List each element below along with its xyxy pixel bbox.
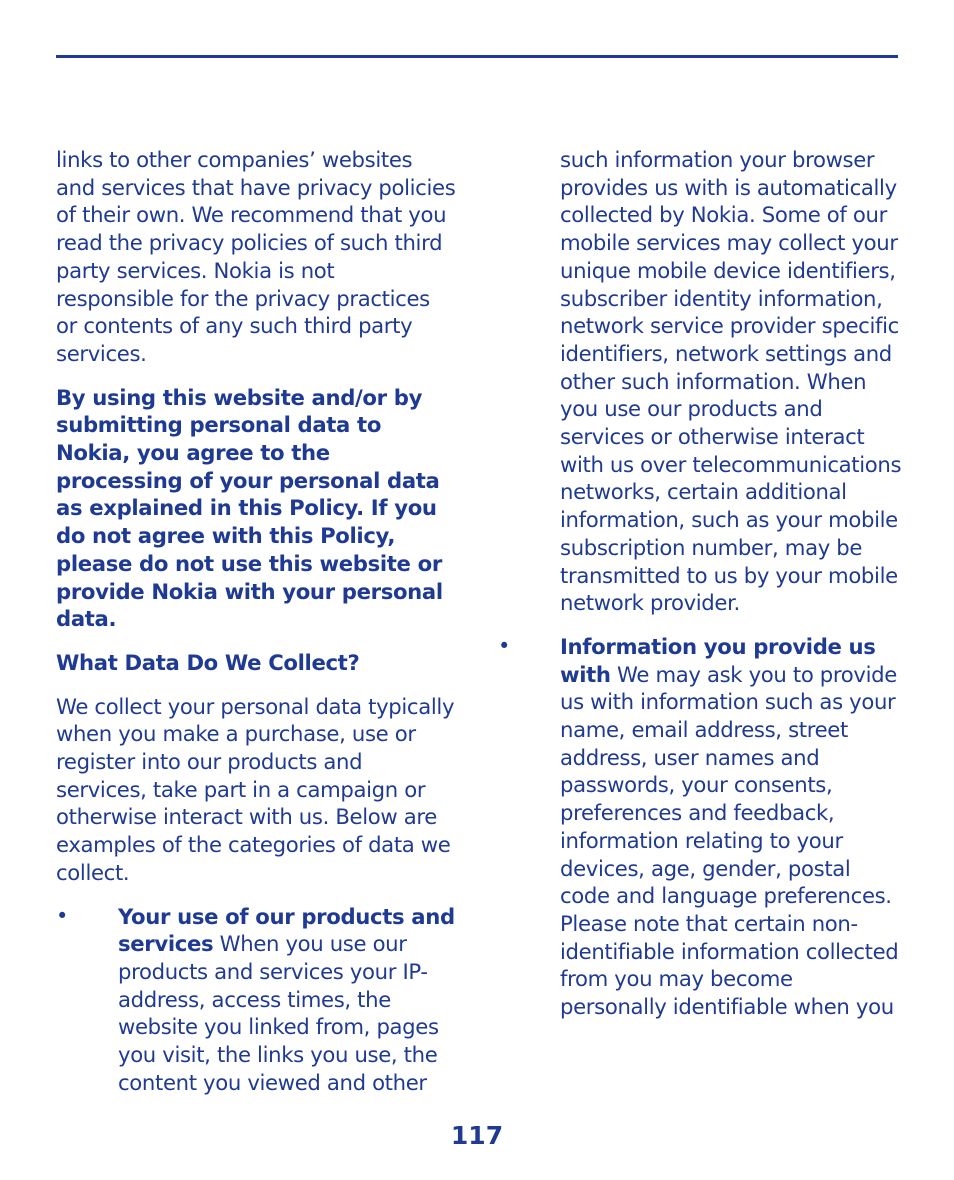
section-intro-paragraph: We collect your personal data typically when you make a purchase, use or register into our products and services, take part in a campaign or otherwise interact with us. Below are examples of the categories of data we collect.: [56, 693, 455, 885]
section-heading-text: What Data Do We Collect?: [56, 649, 360, 675]
bullet-text: We may ask you to provide us with information such as your name, email address, street address, user names and passwords, your consents, preferences and feedback, information relating to your devices, age, gender, postal code and language preferences. Please note that certain non-identifiable information collected from you may become personally identifiable when you: [560, 661, 899, 1020]
consent-notice: [56, 384, 456, 633]
continuation-paragraph: such information your browser provides us with is automatically collected by Nokia. Some of our mobile services may collect your unique mobile device identifiers, subscriber identity information, network service provider specific identifiers, network settings and other such information. When you use our products and services or otherwise interact with us over telecommunications networks, certain additional information, such as your mobile subscription number, may be transmitted to us by your mobile network provider.: [560, 147, 902, 616]
bullet-title: Information you provide us with: [560, 633, 876, 687]
bullet-icon: •: [56, 903, 69, 928]
bullet-text: When you use our products and services your IP-address, access times, the website you linked from, pages you visit, the links you use, the content you viewed and other: [118, 931, 439, 1095]
intro-paragraph: links to other companies’ websites and services that have privacy policies of their own. We recommend that you read the privacy policies of such third party services. Nokia is not responsible for the privacy practices or contents of any such third party services.: [56, 147, 456, 366]
section-heading: [56, 649, 456, 677]
bullet-icon: •: [498, 633, 511, 658]
consent-notice-text: By using this website and/or by submitting personal data to Nokia, you agree to the processing of your personal data as explained in this Policy. If you do not agree with this Policy, please do not use this website or provide Nokia with your personal data.: [56, 384, 443, 632]
page-number: 117: [450, 1121, 504, 1150]
bullet-item-usage: [56, 903, 456, 1097]
header-rule: [56, 55, 898, 58]
right-column: [498, 146, 905, 1021]
bullet-item-provided-info: [498, 633, 905, 1021]
bullet-title: Your use of our products and services: [118, 903, 455, 957]
left-column: [56, 146, 456, 1097]
